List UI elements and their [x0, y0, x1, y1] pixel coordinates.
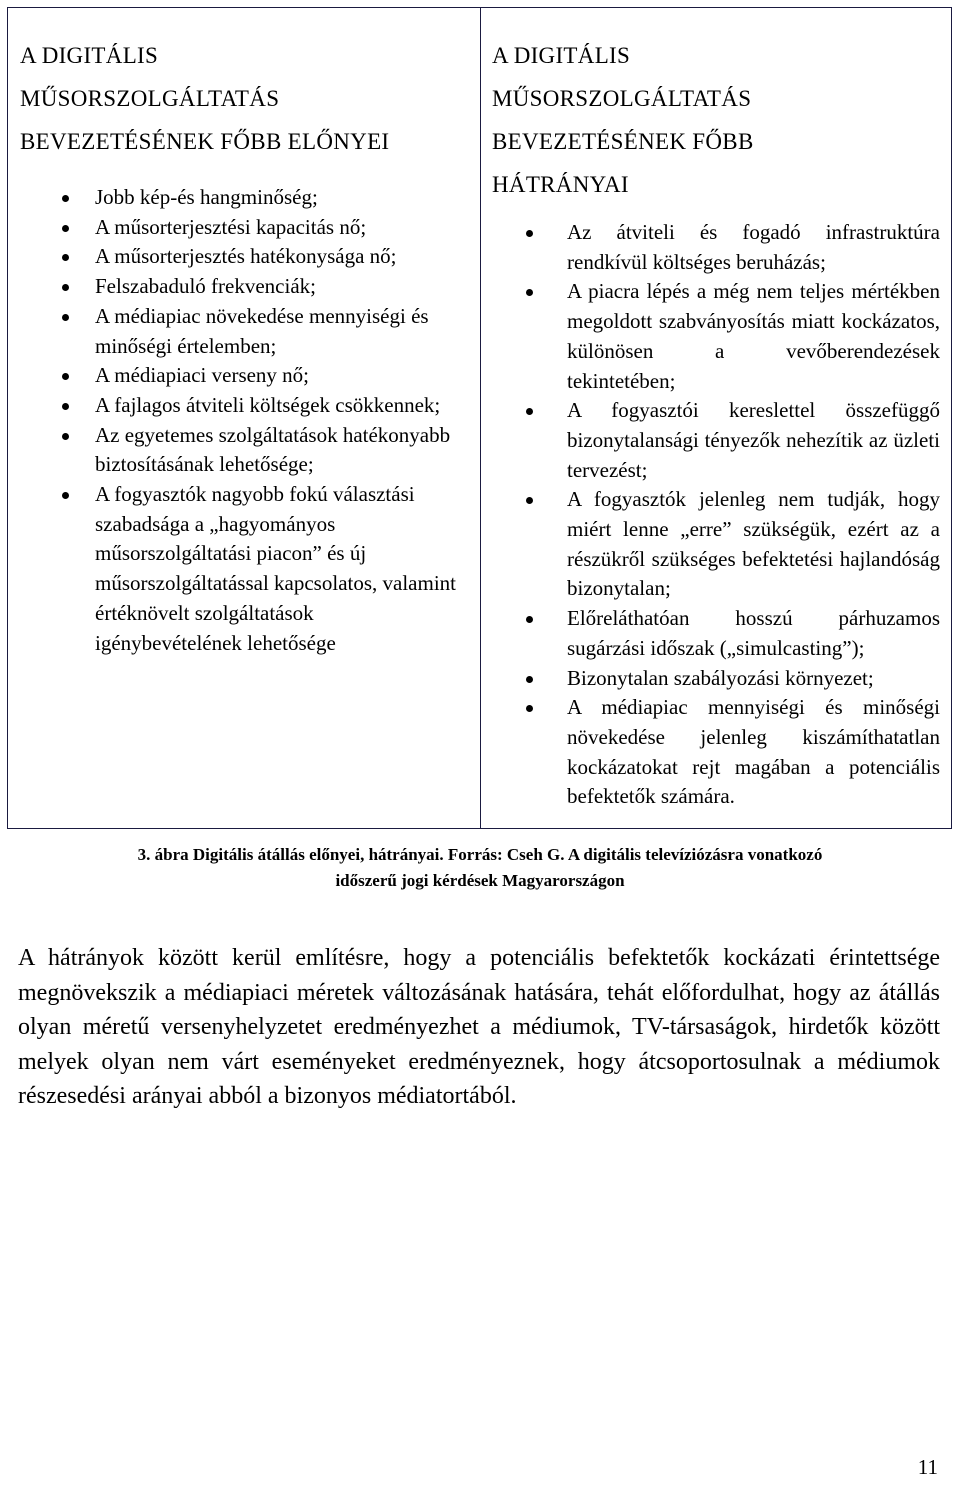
list-item: A piacra lépés a még nem teljes mértékben megoldott szabványosítás miatt kockázatos, különösen a vevőberendezések tekintetében; — [492, 277, 940, 396]
disadvantages-list — [492, 218, 941, 812]
list-item: Bizonytalan szabályozási környezet; — [492, 664, 940, 694]
advantages-list — [20, 183, 470, 658]
bullet-icon — [526, 616, 533, 623]
bullet-icon — [526, 705, 533, 712]
bullet-icon — [526, 408, 533, 415]
bullet-icon — [526, 289, 533, 296]
list-item: A műsorterjesztés hatékonysága nő; — [20, 242, 465, 272]
advantages-heading — [20, 34, 450, 163]
list-item: A fogyasztók nagyobb fokú választási szabadsága a „hagyományos műsorszolgáltatási piacon” és új műsorszolgáltatással kapcsolatos, valamint értéknövelt szolgáltatások igénybevételének lehetősége — [20, 480, 465, 658]
comparison-table — [7, 7, 952, 829]
bullet-icon — [526, 230, 533, 237]
bullet-icon — [62, 225, 69, 232]
page-number: 11 — [917, 1455, 938, 1479]
list-item: A médiapiaci verseny nő; — [20, 361, 465, 391]
list-item: Felszabaduló frekvenciák; — [20, 272, 465, 302]
bullet-icon — [62, 433, 69, 440]
caption-line: 3. ábra Digitális átállás előnyei, hátrányai. Forrás: Cseh G. A digitális televíziózásra vonatkozó — [137, 845, 823, 864]
figure-caption — [0, 842, 960, 894]
heading-line: MŰSORSZOLGÁLTATÁS — [492, 86, 752, 111]
list-item: A médiapiac mennyiségi és minőségi növekedése jelenleg kiszámíthatatlan kockázatokat rejt magában a potenciális befektetők számára. — [492, 693, 940, 812]
list-item: A fogyasztói kereslettel összefüggő bizonytalansági tényezők nehezítik az üzleti tervezést; — [492, 396, 940, 485]
caption-line: időszerű jogi kérdések Magyarországon — [335, 871, 625, 890]
bullet-icon — [62, 492, 69, 499]
list-item: Jobb kép-és hangminőség; — [20, 183, 465, 213]
list-item: Az egyetemes szolgáltatások hatékonyabb biztosításának lehetősége; — [20, 421, 465, 480]
heading-line: A DIGITÁLIS — [20, 43, 159, 68]
heading-line: BEVEZETÉSÉNEK FŐBB ELŐNYEI — [20, 129, 390, 154]
list-item: A műsorterjesztési kapacitás nő; — [20, 213, 465, 243]
heading-line: MŰSORSZOLGÁLTATÁS — [20, 86, 280, 111]
heading-line: HÁTRÁNYAI — [492, 172, 629, 197]
list-item: Előreláthatóan hosszú párhuzamos sugárzási időszak („simulcasting”); — [492, 604, 940, 663]
list-item: A fajlagos átviteli költségek csökkennek; — [20, 391, 465, 421]
bullet-icon — [62, 403, 69, 410]
disadvantages-heading — [492, 34, 812, 206]
list-item: A médiapiac növekedése mennyiségi és minőségi értelemben; — [20, 302, 465, 361]
body-paragraph: A hátrányok között kerül említésre, hogy a potenciális befektetők kockázati érintettsége megnövekszik a médiapiaci méretek változásának hatására, tehát előfordulhat, hogy az átállás olyan méretű versenyhelyzetet eredményezhet a médiumok, TV-társaságok, hirdetők között melyek olyan nem várt eseményeket eredményeznek, hogy átcsoportosulnak a médiumok részesedési arányai abból a bizonyos médiatortából. — [18, 945, 940, 1109]
heading-line: A DIGITÁLIS — [492, 43, 631, 68]
bullet-icon — [62, 284, 69, 291]
heading-line: BEVEZETÉSÉNEK FŐBB — [492, 129, 754, 154]
bullet-icon — [62, 373, 69, 380]
advantages-column — [8, 8, 481, 828]
list-item: Az átviteli és fogadó infrastruktúra rendkívül költséges beruházás; — [492, 218, 940, 277]
disadvantages-column — [481, 8, 951, 828]
bullet-icon — [526, 497, 533, 504]
bullet-icon — [62, 195, 69, 202]
bullet-icon — [62, 314, 69, 321]
list-item: A fogyasztók jelenleg nem tudják, hogy miért lenne „erre” szükségük, ezért az a részükről szükséges befektetési hajlandóság bizonytalan; — [492, 485, 940, 604]
bullet-icon — [62, 254, 69, 261]
bullet-icon — [526, 676, 533, 683]
